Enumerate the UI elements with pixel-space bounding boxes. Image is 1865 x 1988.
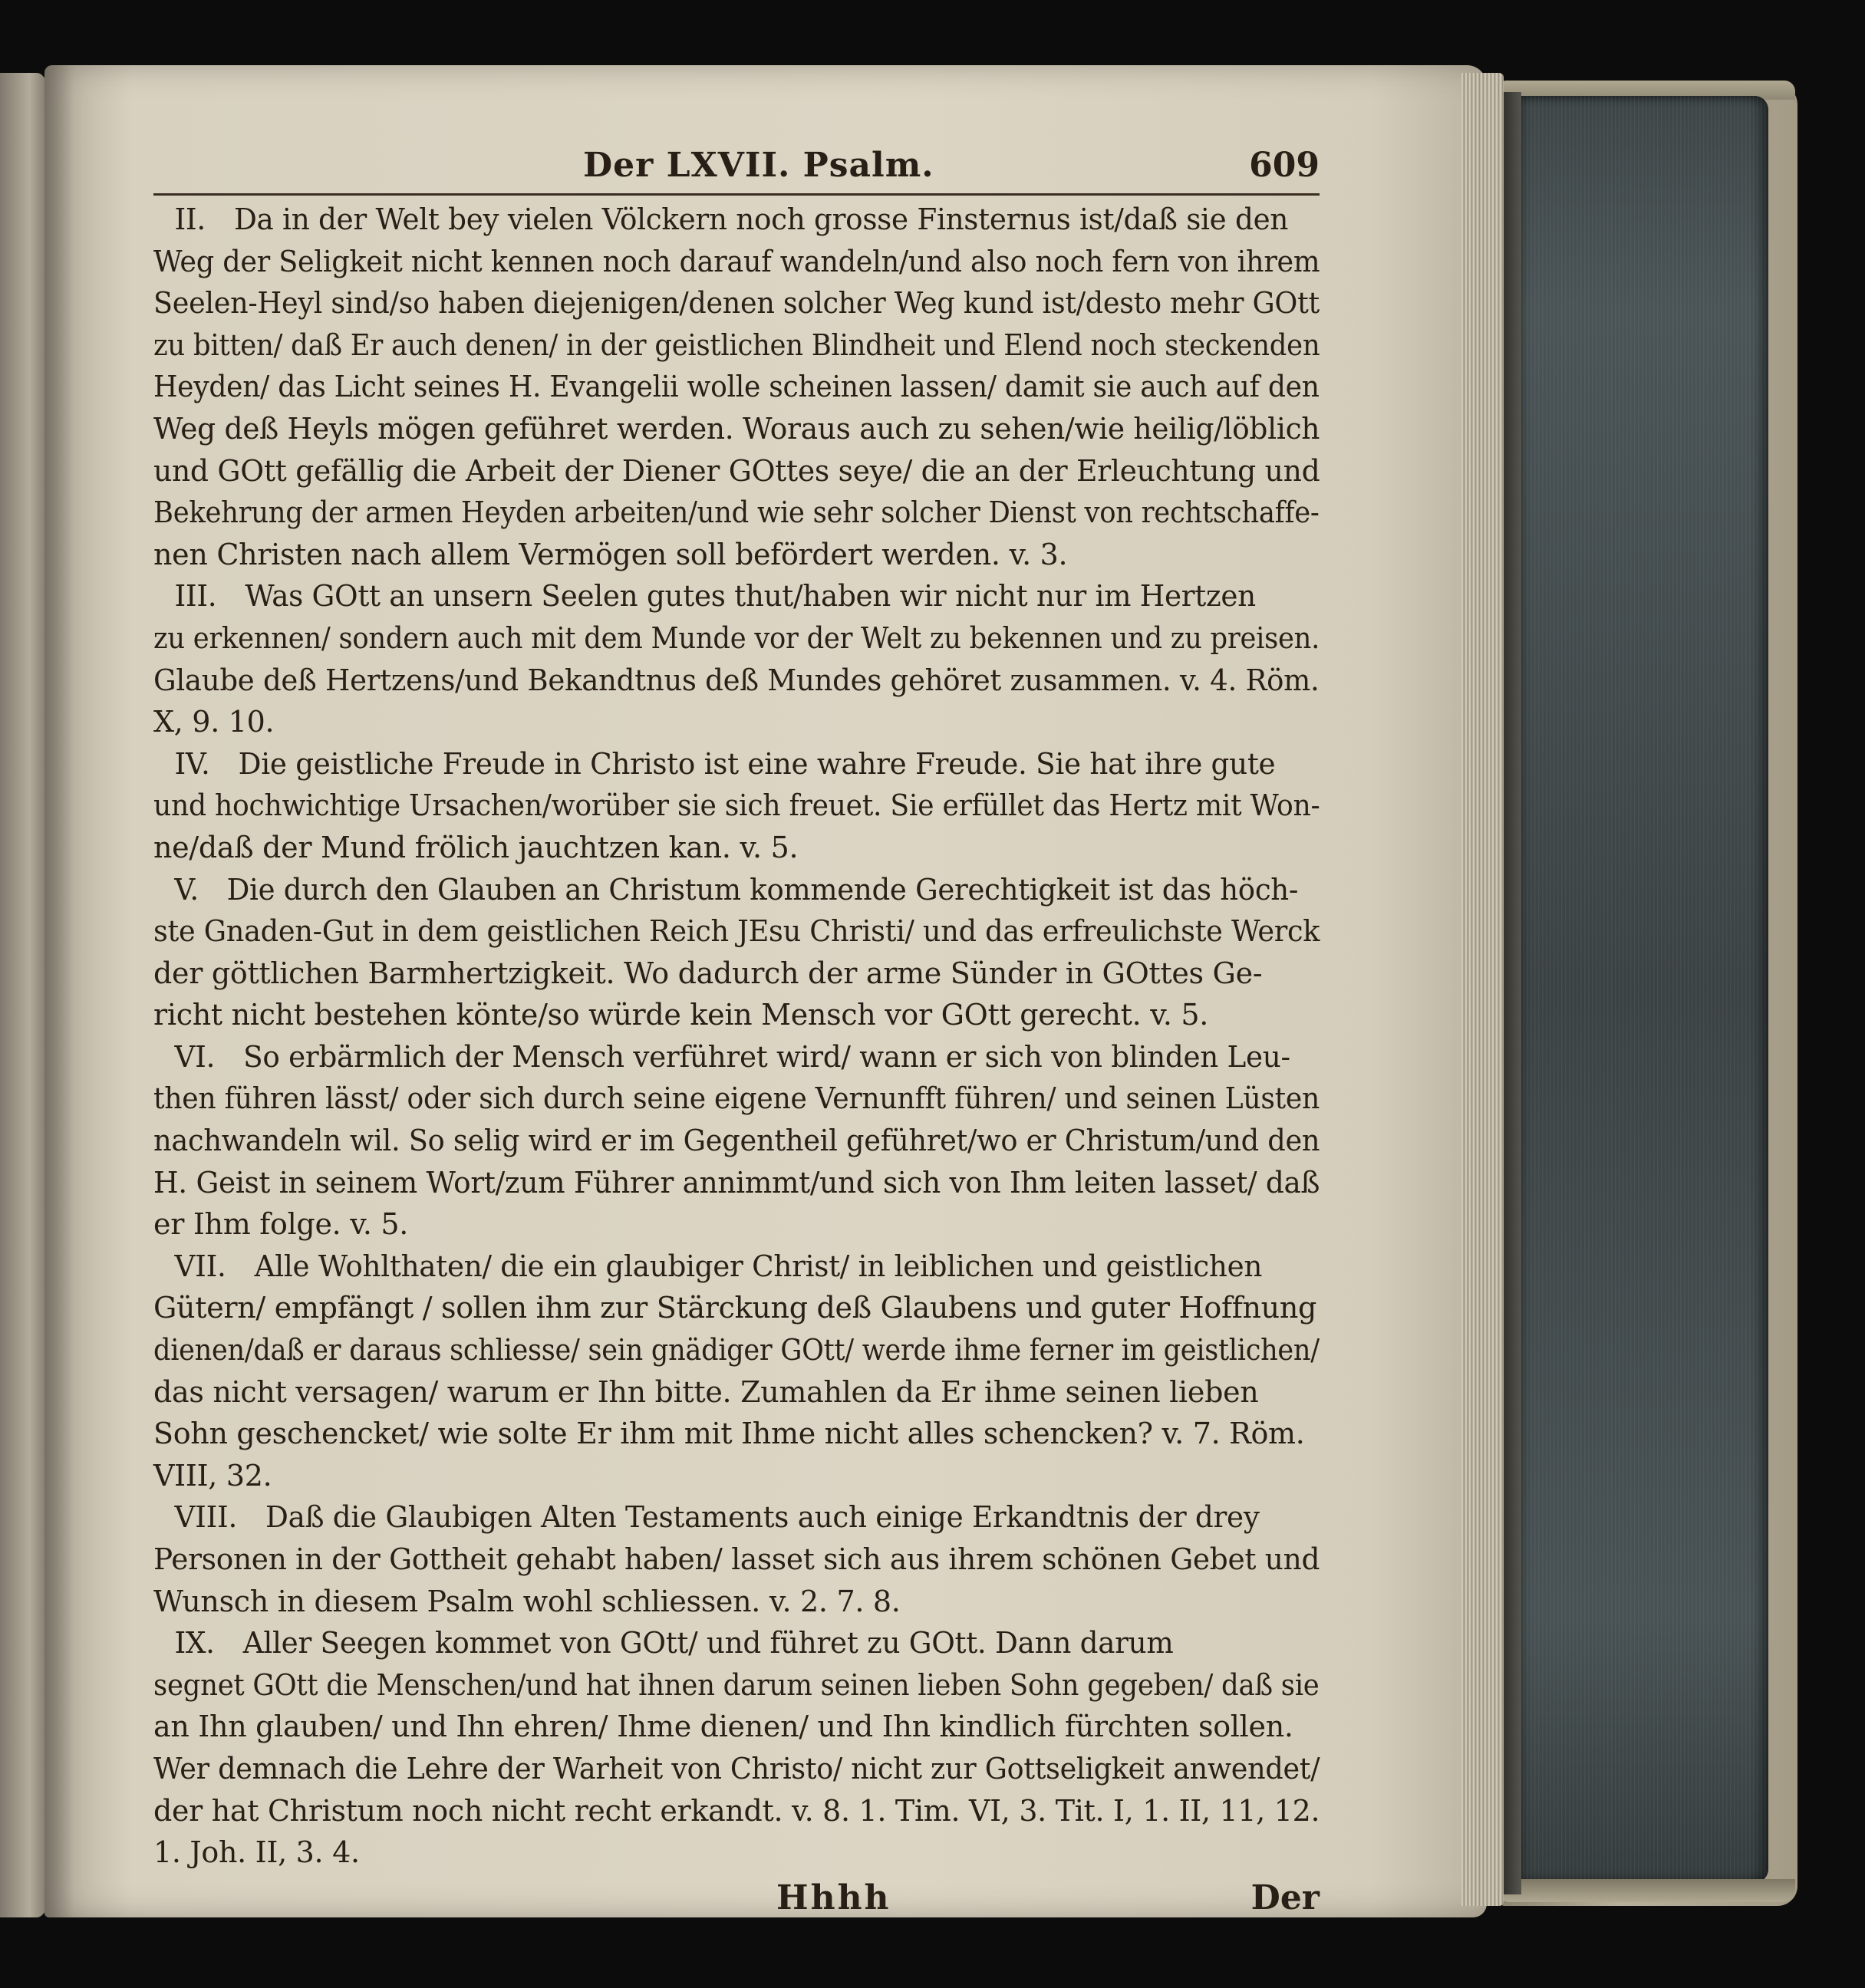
paragraph-numeral: II. (174, 202, 206, 236)
catchword: Der (1250, 1878, 1320, 1917)
paragraph-line: H. Geist in seinem Wort/zum Führer annimmt/und sich von Ihm leiten lasset/ daß (153, 1165, 1320, 1200)
paragraph-line: richt nicht bestehen könte/so würde kein Mensch vor GOtt gerecht. v. 5. (153, 998, 1209, 1032)
paragraph-first-line (153, 869, 1299, 911)
paragraph-line: der göttlichen Barmhertzigkeit. Wo dadurch der arme Sünder in GOttes Ge- (153, 956, 1263, 990)
paragraph-line: nachwandeln wil. So selig wird er im Gegentheil geführet/wo er Christum/und den (153, 1124, 1320, 1158)
paragraph-numeral: III. (174, 579, 217, 614)
paragraph-line: an Ihn glauben/ und Ihn ehren/ Ihme dienen/ und Ihn kindlich fürchten sollen. (153, 1710, 1293, 1744)
paragraph-line: dienen/daß er daraus schliesse/ sein gnädiger GOtt/ werde ihme ferner im geistlichen/ (153, 1333, 1320, 1368)
paragraph-line: Personen in der Gottheit gehabt haben/ lasset sich aus ihrem schönen Gebet und (153, 1542, 1320, 1576)
paragraph (153, 1496, 1320, 1622)
line-text: Die geistliche Freude in Christo ist eine wahre Freude. Sie hat ihre gute (238, 746, 1276, 781)
line-text: Da in der Welt bey vielen Völckern noch grosse Finsternus ist/daß sie den (233, 202, 1289, 236)
line-text: Aller Seegen kommet von GOtt/ und führet zu GOtt. Dann darum (242, 1626, 1174, 1661)
printed-text-block (153, 146, 1320, 1932)
paragraph-line: zu bitten/ daß Er auch denen/ in der geistlichen Blindheit und Elend noch steckenden (153, 327, 1320, 362)
paragraph-line: und hochwichtige Ursachen/worüber sie sich freuet. Sie erfüllet das Hertz mit Won- (153, 788, 1320, 823)
paragraph-first-line (153, 743, 1298, 785)
paragraph-numeral: VI. (174, 1039, 216, 1074)
paragraph-line: und GOtt gefällig die Arbeit der Diener GOttes seye/ die an der Erleuchtung und (153, 453, 1320, 488)
page-footer (153, 1878, 1320, 1932)
paragraph-line: Weg der Seligkeit nicht kennen noch darauf wandeln/und also noch fern von ihrem (153, 244, 1320, 278)
paragraph-numeral: VIII. (174, 1500, 238, 1535)
paragraph-numeral: IV. (174, 746, 210, 781)
paragraph-line: then führen lässt/ oder sich durch seine eigene Vernunfft führen/ und seinen Lüsten (153, 1081, 1320, 1116)
paragraph-line: Glaube deß Hertzens/und Bekandtnus deß Mundes gehöret zusammen. v. 4. Röm. (153, 663, 1320, 697)
paragraph-first-line (153, 1036, 1298, 1078)
paragraph-first-line (153, 1246, 1298, 1288)
line-text: Alle Wohlthaten/ die ein glaubiger Christ/ in leiblichen und geistlichen (254, 1249, 1263, 1283)
paragraph (153, 869, 1320, 1036)
paragraph (153, 743, 1320, 869)
paragraph-line: er Ihm folge. v. 5. (153, 1207, 409, 1242)
paragraph-line: 1. Joh. II, 3. 4. (153, 1835, 360, 1870)
paragraph-line: nen Christen nach allem Vermögen soll befördert werden. v. 3. (153, 537, 1068, 571)
paragraph-line: VIII, 32. (153, 1458, 272, 1493)
paragraph-first-line (153, 199, 1298, 241)
line-text: Daß die Glaubigen Alten Testaments auch einige Erkandtnis der drey (265, 1500, 1260, 1535)
paragraph (153, 1246, 1320, 1497)
paragraph (153, 199, 1320, 575)
signature-mark: Hhhh (776, 1878, 891, 1917)
line-text: Die durch den Glauben an Christum kommende Gerechtigkeit ist das höch- (226, 872, 1299, 907)
paragraph (153, 575, 1320, 742)
paragraph-line: Bekehrung der armen Heyden arbeiten/und wie sehr solcher Dienst von rechtschaffe- (153, 495, 1320, 530)
paragraph-line: zu erkennen/ sondern auch mit dem Munde vor der Welt zu bekennen und zu preisen. (153, 620, 1320, 655)
paragraph-line: ne/daß der Mund frölich jauchtzen kan. v. 5. (153, 830, 799, 864)
paragraph-first-line (153, 1622, 1298, 1664)
paragraph (153, 1036, 1320, 1246)
body-text (153, 199, 1320, 1874)
book-cover-bottom-edge (1496, 1879, 1795, 1902)
running-head (153, 146, 1320, 196)
paragraph-line: X, 9. 10. (153, 705, 275, 739)
paragraph-line: Wer demnach die Lehre der Warheit von Christo/ nicht zur Gottseligkeit anwendet/ (153, 1751, 1320, 1786)
paragraph-first-line (153, 1496, 1298, 1539)
paragraph-line: das nicht versagen/ warum er Ihn bitte. Zumahlen da Er ihme seinen lieben (153, 1374, 1259, 1409)
paragraph-numeral: V. (174, 872, 199, 907)
paragraph-line: der hat Christum noch nicht recht erkandt. v. 8. 1. Tim. VI, 3. Tit. I, 1. II, 11, 12. (153, 1793, 1320, 1828)
line-text: So erbärmlich der Mensch verführet wird/ wann er sich von blinden Leu- (243, 1039, 1290, 1074)
paragraph-line: Heyden/ das Licht seines H. Evangelii wolle scheinen lassen/ damit sie auch auf den (153, 370, 1320, 404)
running-title: Der LXVII. Psalm. (583, 146, 934, 185)
page-number: 609 (1249, 146, 1320, 185)
paragraph-line: Seelen-Heyl sind/so haben diejenigen/denen solcher Weg kund ist/desto mehr GOtt (153, 286, 1320, 321)
page-stack-edges (1461, 73, 1504, 1906)
paragraph-line: Sohn geschencket/ wie solte Er ihm mit Ihme nicht alles schencken? v. 7. Röm. (153, 1417, 1305, 1451)
paragraph-line: ste Gnaden-Gut in dem geistlichen Reich JEsu Christi/ und das erfreulichste Werck (153, 914, 1320, 949)
paragraph-numeral: VII. (174, 1249, 226, 1283)
book-fore-edge (1515, 96, 1768, 1883)
paragraph-line: Wunsch in diesem Psalm wohl schliessen. v. 2. 7. 8. (153, 1584, 901, 1618)
paragraph-line: Gütern/ empfängt / sollen ihm zur Stärckung deß Glaubens und guter Hoffnung (153, 1291, 1317, 1325)
paragraph-line: Weg deß Heyls mögen geführet werden. Woraus auch zu sehen/wie heilig/löblich (153, 411, 1320, 446)
paragraph-numeral: IX. (174, 1626, 215, 1661)
paragraph-line: segnet GOtt die Menschen/und hat ihnen darum seinen lieben Sohn gegeben/ daß sie (153, 1667, 1320, 1702)
paragraph (153, 1622, 1320, 1874)
line-text: Was GOtt an unsern Seelen gutes thut/haben wir nicht nur im Hertzen (245, 579, 1256, 614)
paragraph-first-line (153, 575, 1298, 617)
